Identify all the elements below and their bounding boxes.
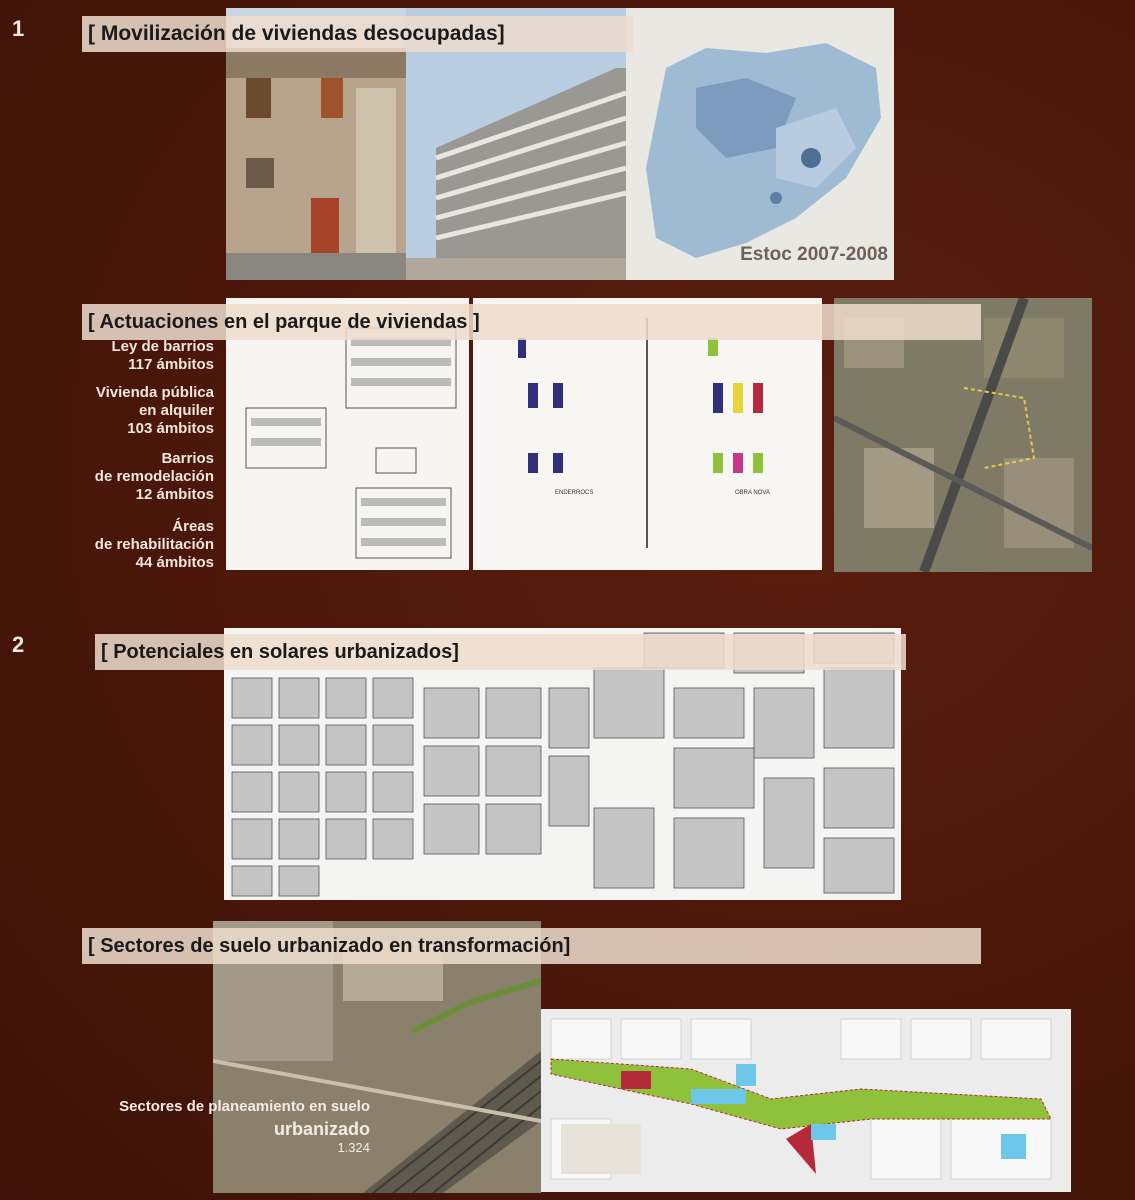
stats-list [20, 338, 214, 578]
sector-label [40, 1098, 370, 1155]
section-number-2: 2 [12, 632, 25, 657]
catalonia-map [626, 8, 894, 280]
legend-enderrocs: ENDERROCS [555, 490, 594, 496]
stat-barrios-remodelacion: Barrios de remodelación 12 ámbitos [94, 450, 214, 503]
sector-value: 1.324 [337, 1140, 370, 1155]
legend-obra-nova: OBRA NOVA [735, 490, 770, 496]
stat-vivienda-publica: Vivienda pública en alquiler 103 ámbitos [95, 384, 214, 437]
stat-ley-barrios: Ley de barrios 117 ámbitos [111, 338, 214, 373]
sector-label-line1: Sectores de planeamiento en suelo [119, 1098, 370, 1115]
title-potenciales: [ Potenciales en solares urbanizados] [95, 634, 906, 670]
sector-plan-map [541, 1009, 1071, 1192]
map-caption: Estoc 2007-2008 [740, 244, 888, 265]
title-movilizacion: [ Movilización de viviendas desocupadas] [82, 16, 633, 52]
stat-areas-rehabilitacion: Áreas de rehabilitación 44 ámbitos [94, 518, 214, 571]
sector-label-line2: urbanizado [273, 1119, 370, 1139]
section-number-1: 1 [12, 16, 25, 41]
title-actuaciones: [ Actuaciones en el parque de viviendas ] [82, 304, 981, 340]
title-sectores: [ Sectores de suelo urbanizado en transformación] [82, 928, 981, 964]
